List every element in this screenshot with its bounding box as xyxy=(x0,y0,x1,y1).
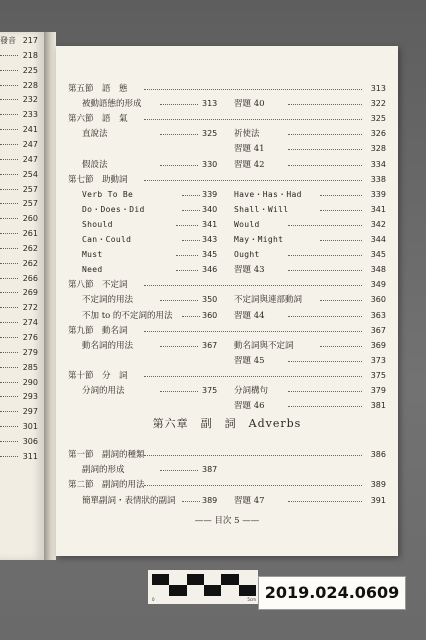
leader-dots xyxy=(182,210,200,211)
leader-dots xyxy=(0,352,18,353)
leader-dots xyxy=(144,331,362,332)
entry-title: 祈使法 xyxy=(234,129,260,140)
left-page-entry xyxy=(0,183,40,197)
leader-dots xyxy=(144,455,362,456)
leader-dots xyxy=(176,270,198,271)
leader-dots xyxy=(0,174,18,175)
leader-dots xyxy=(320,240,362,241)
entry-title: 習題 43 xyxy=(234,265,265,276)
entry-title: 不定詞與連部動詞 xyxy=(234,295,303,306)
section-row xyxy=(56,278,398,292)
entry-title: May・Might xyxy=(234,235,284,244)
page-number: 338 xyxy=(370,174,386,184)
leader-dots xyxy=(182,501,200,502)
entry-row xyxy=(56,293,398,307)
left-page-entry xyxy=(0,49,40,63)
leader-dots xyxy=(320,346,362,347)
page-number: 343 xyxy=(202,235,218,244)
leader-dots xyxy=(0,55,18,56)
leader-dots xyxy=(160,134,198,135)
entry-title: 習題 46 xyxy=(234,401,265,412)
left-page-entry xyxy=(0,212,40,226)
page-number: 325 xyxy=(370,114,386,124)
entry-title: 副詞的形成 xyxy=(82,465,125,476)
leader-dots xyxy=(0,248,18,249)
entry-row xyxy=(56,233,398,247)
section-row xyxy=(56,448,398,462)
leader-dots xyxy=(288,165,362,166)
page-number: 328 xyxy=(370,144,386,154)
page-number: 325 xyxy=(202,129,218,139)
leader-dots xyxy=(288,391,362,392)
left-page-entry xyxy=(0,405,40,419)
page-number: 339 xyxy=(202,189,218,199)
left-page-number: 272 xyxy=(22,303,38,313)
entry-row xyxy=(56,399,398,413)
left-page-number: 301 xyxy=(22,422,38,432)
left-page-entry xyxy=(0,153,40,167)
page-number: 349 xyxy=(370,280,386,290)
section-title: 第十節 分 詞 xyxy=(68,370,128,381)
leader-dots xyxy=(0,292,18,293)
page-number: 375 xyxy=(370,370,386,380)
page-number: 369 xyxy=(370,340,386,350)
entry-row xyxy=(56,494,398,508)
leader-dots xyxy=(0,85,18,86)
left-page-entry xyxy=(0,123,40,137)
page-number: 341 xyxy=(202,219,218,229)
left-page-number: 257 xyxy=(22,184,38,194)
chapter-heading: 第六章 副 詞 Adverbs xyxy=(152,417,302,430)
entry-title: 習題 41 xyxy=(234,144,265,155)
entry-title: 分詞的用法 xyxy=(82,386,125,396)
leader-dots xyxy=(288,270,362,271)
left-page-number: 274 xyxy=(22,318,38,328)
leader-dots xyxy=(144,285,362,286)
page-number: 346 xyxy=(202,265,218,275)
leader-dots xyxy=(182,195,200,196)
leader-dots xyxy=(288,316,362,317)
left-page xyxy=(0,32,45,560)
scale-label-start: 0 xyxy=(152,597,155,602)
entry-title: Would xyxy=(234,219,260,229)
entry-title: 被動語態的形成 xyxy=(82,99,142,110)
leader-dots xyxy=(0,114,18,115)
leader-dots xyxy=(0,411,18,412)
left-page-entry xyxy=(0,138,40,152)
section-row xyxy=(56,112,398,126)
entry-row xyxy=(56,354,398,368)
book-gutter xyxy=(44,32,56,560)
leader-dots xyxy=(182,316,200,317)
leader-dots xyxy=(0,189,18,190)
leader-dots xyxy=(160,470,198,471)
leader-dots xyxy=(288,134,362,135)
leader-dots xyxy=(288,149,362,150)
entry-title: 分詞構句 xyxy=(234,386,269,396)
leader-dots xyxy=(288,255,362,256)
leader-dots xyxy=(0,159,18,160)
page-number: 344 xyxy=(370,235,386,244)
page-number: 345 xyxy=(202,250,218,260)
leader-dots xyxy=(160,346,198,347)
left-page-number: 262 xyxy=(22,258,38,268)
catalog-id-label: 2019.024.0609 xyxy=(258,576,406,610)
leader-dots xyxy=(160,300,198,301)
left-page-entry xyxy=(0,301,40,315)
leader-dots xyxy=(0,203,18,204)
left-page-entry xyxy=(0,435,40,449)
left-page-entry xyxy=(0,286,40,300)
entry-title: Do・Does・Did xyxy=(82,204,145,214)
entry-title: 假設法 xyxy=(82,159,108,170)
left-page-number: 257 xyxy=(22,199,38,209)
leader-dots xyxy=(176,255,198,256)
leader-dots xyxy=(320,210,362,211)
left-page-number: 254 xyxy=(22,169,38,179)
page-number: 381 xyxy=(370,401,386,411)
leader-dots xyxy=(0,144,18,145)
left-page-number: 260 xyxy=(22,214,38,224)
leader-dots xyxy=(0,426,18,427)
leader-dots xyxy=(288,104,362,105)
page-number: 389 xyxy=(370,480,386,490)
left-page-entry xyxy=(0,376,40,390)
left-page-number: 297 xyxy=(22,407,38,417)
entry-title: Need xyxy=(82,265,103,275)
entry-row xyxy=(56,97,398,111)
entry-title: 直說法 xyxy=(82,129,108,140)
entry-row xyxy=(56,142,398,156)
scale-label-end: 5cm xyxy=(247,597,256,602)
left-page-entry xyxy=(0,93,40,107)
left-page-number: 276 xyxy=(22,333,38,342)
left-page-entry xyxy=(0,390,40,404)
left-page-entry xyxy=(0,79,40,93)
left-page-entry xyxy=(0,64,40,78)
left-page-number: 241 xyxy=(22,125,38,135)
page-number: 387 xyxy=(202,465,218,475)
leader-dots xyxy=(320,300,362,301)
page-number: 375 xyxy=(202,386,218,395)
left-page-number: 279 xyxy=(22,347,38,357)
entry-row xyxy=(56,218,398,232)
left-page-number: 247 xyxy=(22,139,38,149)
left-page-entry xyxy=(0,420,40,434)
leader-dots xyxy=(144,376,362,377)
left-page-number: 228 xyxy=(22,80,38,90)
left-page-number: 217 xyxy=(22,36,38,45)
entry-title: 不加 to 的不定詞的用法 xyxy=(82,310,173,321)
left-page-number: 218 xyxy=(22,50,38,60)
leader-dots xyxy=(0,337,18,338)
leader-dots xyxy=(0,218,18,219)
leader-dots xyxy=(0,99,18,100)
section-title: 第八節 不定詞 xyxy=(68,280,128,291)
left-page-number: 311 xyxy=(22,451,38,461)
entry-title: Can・Could xyxy=(82,235,132,244)
left-page-entry xyxy=(0,316,40,330)
section-title: 第六節 語 氣 xyxy=(68,114,128,125)
page-number: 367 xyxy=(202,340,218,350)
page-number: 339 xyxy=(370,189,386,199)
leader-dots xyxy=(0,382,18,383)
contents-page xyxy=(56,46,398,556)
left-page-entry xyxy=(0,242,40,256)
color-scale-checker xyxy=(152,574,256,596)
page-number: 379 xyxy=(370,386,386,395)
section-row xyxy=(56,82,398,96)
entry-title: 不定詞的用法 xyxy=(82,295,134,306)
page-number: 334 xyxy=(370,159,386,169)
leader-dots xyxy=(160,391,198,392)
leader-dots xyxy=(288,225,362,226)
entry-title: 習題 47 xyxy=(234,495,265,506)
entry-title: Must xyxy=(82,250,103,260)
left-page-entry xyxy=(0,197,40,211)
page-number: 389 xyxy=(202,495,218,505)
left-page-number: 306 xyxy=(22,436,38,446)
page-number: 330 xyxy=(202,159,218,169)
entry-title: 動名詞與不定詞 xyxy=(234,340,294,351)
page-number: 367 xyxy=(370,325,386,335)
entry-row xyxy=(56,309,398,323)
leader-dots xyxy=(0,441,18,442)
entry-title: Ought xyxy=(234,250,260,260)
page-footer: —— 目次 5 —— xyxy=(194,516,260,526)
entry-row xyxy=(56,127,398,141)
page-number: 326 xyxy=(370,129,386,139)
entry-title: 習題 40 xyxy=(234,99,265,110)
left-page-entry xyxy=(0,108,40,122)
page-number: 360 xyxy=(370,295,386,305)
left-page-entry xyxy=(0,257,40,271)
left-page-number: 285 xyxy=(22,362,38,372)
leader-dots xyxy=(144,89,362,90)
leader-dots xyxy=(320,195,362,196)
section-title: 第九節 動名詞 xyxy=(68,325,128,336)
leader-dots xyxy=(0,307,18,308)
entry-title: 習題 45 xyxy=(234,355,265,366)
left-page-entry xyxy=(0,272,40,286)
entry-title: 動名詞的用法 xyxy=(82,340,134,351)
entry-title: Verb To Be xyxy=(82,189,134,199)
leader-dots xyxy=(0,322,18,323)
page-number: 313 xyxy=(370,84,386,93)
leader-dots xyxy=(0,396,18,397)
leader-dots xyxy=(288,501,362,502)
left-page-fragment-text: 發音 xyxy=(0,36,16,45)
entry-title: Have・Has・Had xyxy=(234,189,302,199)
entry-row xyxy=(56,158,398,172)
section-title: 第七節 助動詞 xyxy=(68,174,128,185)
entry-row xyxy=(56,339,398,353)
page-number: 348 xyxy=(370,265,386,275)
left-page-number: 269 xyxy=(22,288,38,298)
entry-row xyxy=(56,188,398,202)
entry-row xyxy=(56,384,398,398)
entry-title: 習題 42 xyxy=(234,159,265,170)
leader-dots xyxy=(0,278,18,279)
leader-dots xyxy=(0,70,18,71)
page-number: 360 xyxy=(202,310,218,320)
section-row xyxy=(56,369,398,383)
leader-dots xyxy=(160,165,198,166)
page-number: 342 xyxy=(370,219,386,229)
entry-row xyxy=(56,463,398,477)
page-number: 340 xyxy=(202,204,218,214)
left-page-entry xyxy=(0,331,40,345)
left-page-number: 266 xyxy=(22,273,38,283)
leader-dots xyxy=(0,263,18,264)
left-page-number: 225 xyxy=(22,65,38,75)
page-number: 345 xyxy=(370,250,386,260)
entry-title: 簡單副詞・表情狀的副詞 xyxy=(82,495,176,506)
leader-dots xyxy=(0,367,18,368)
section-title: 第二節 副詞的用法 xyxy=(68,480,145,491)
section-title: 第五節 語 態 xyxy=(68,84,128,94)
page-number: 341 xyxy=(370,204,386,214)
left-page-entry xyxy=(0,450,40,464)
leader-dots xyxy=(144,485,362,486)
leader-dots xyxy=(160,104,198,105)
left-page-entry xyxy=(0,227,40,241)
leader-dots xyxy=(288,361,362,362)
page-number: 391 xyxy=(370,495,386,505)
entry-title: Should xyxy=(82,219,113,229)
page-number: 386 xyxy=(370,450,386,459)
leader-dots xyxy=(144,180,362,181)
section-row xyxy=(56,478,398,492)
left-page-number: 232 xyxy=(22,95,38,105)
section-row xyxy=(56,173,398,187)
leader-dots xyxy=(0,233,18,234)
left-page-entry xyxy=(0,168,40,182)
entry-row xyxy=(56,203,398,217)
entry-title: Shall・Will xyxy=(234,204,289,214)
leader-dots xyxy=(182,240,200,241)
left-page-number: 262 xyxy=(22,243,38,253)
left-page-number: 247 xyxy=(22,154,38,164)
page-number: 322 xyxy=(370,99,386,109)
left-page-entry xyxy=(0,361,40,375)
page-number: 363 xyxy=(370,310,386,320)
section-title: 第一節 副詞的種類 xyxy=(68,450,145,460)
entry-row xyxy=(56,248,398,262)
leader-dots xyxy=(176,225,198,226)
page-number: 313 xyxy=(202,99,218,109)
page-number: 350 xyxy=(202,295,218,305)
entry-title: 習題 44 xyxy=(234,310,265,321)
left-page-entry xyxy=(0,34,40,48)
leader-dots xyxy=(144,119,362,120)
left-page-number: 290 xyxy=(22,377,38,387)
section-row xyxy=(56,324,398,338)
page-number: 373 xyxy=(370,355,386,365)
left-page-entry xyxy=(0,346,40,360)
left-page-number: 233 xyxy=(22,110,38,120)
left-page-number: 293 xyxy=(22,392,38,402)
leader-dots xyxy=(0,129,18,130)
leader-dots xyxy=(288,406,362,407)
left-page-number: 261 xyxy=(22,229,38,239)
leader-dots xyxy=(0,456,18,457)
entry-row xyxy=(56,263,398,277)
scale-labels xyxy=(152,597,256,602)
